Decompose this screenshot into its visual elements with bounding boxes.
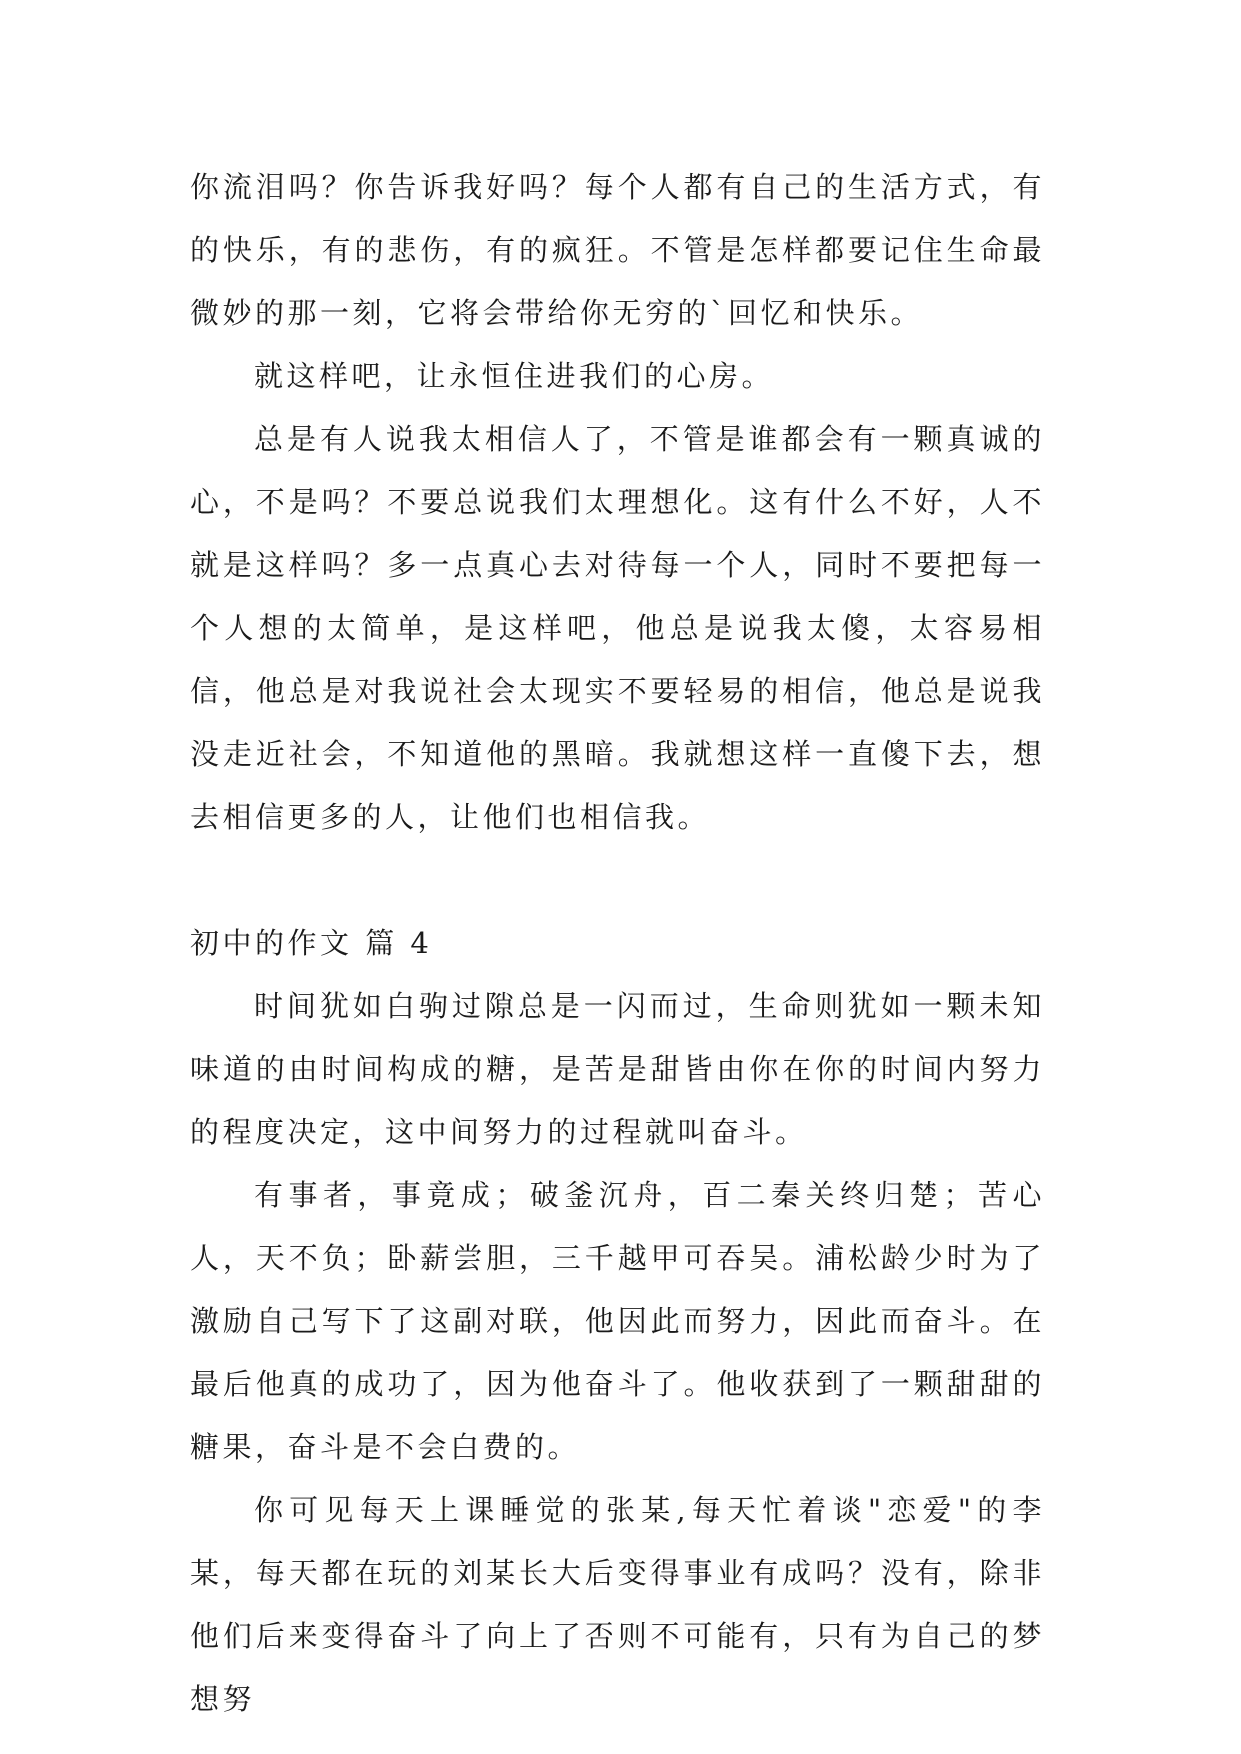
- paragraph-2: 就这样吧，让永恒住进我们的心房。: [254, 359, 775, 393]
- paragraph-3: 总是有人说我太相信人了，不管是谁都会有一颗真诚的心，不是吗？不要总说我们太理想化。这有什么不好，人不就是这样吗？多一点真心去对待每一个人，同时不要把每一个人想的太简单，是这样吧，他总是说我太傻，太容易相信，他总是对我说社会太现实不要轻易的相信，他总是说我没走近社会，不知道他的黑暗。我就想这样一直傻下去，想去相信更多的人，让他们也相信我。: [190, 422, 1045, 834]
- section-heading: 初中的作文 篇 4: [190, 926, 433, 960]
- paragraph-6: 你可见每天上课睡觉的张某,每天忙着谈"恋爱"的李某，每天都在玩的刘某长大后变得事业有成吗？没有，除非他们后来变得奋斗了向上了否则不可能有，只有为自己的梦想努: [190, 1493, 1045, 1716]
- document-body: [190, 156, 1045, 1731]
- paragraph-1: 你流泪吗？你告诉我好吗？每个人都有自己的生活方式，有的快乐，有的悲伤，有的疯狂。不管是怎样都要记住生命最微妙的那一刻，它将会带给你无穷的`回忆和快乐。: [190, 170, 1045, 330]
- paragraph-4: 时间犹如白驹过隙总是一闪而过，生命则犹如一颗未知味道的由时间构成的糖，是苦是甜皆由你在你的时间内努力的程度决定，这中间努力的过程就叫奋斗。: [190, 989, 1045, 1149]
- paragraph-5: 有事者，事竟成；破釜沉舟，百二秦关终归楚；苦心人，天不负；卧薪尝胆，三千越甲可吞吴。浦松龄少时为了激励自己写下了这副对联，他因此而努力，因此而奋斗。在最后他真的成功了，因为他奋斗了。他收获到了一颗甜甜的糖果，奋斗是不会白费的。: [190, 1178, 1045, 1464]
